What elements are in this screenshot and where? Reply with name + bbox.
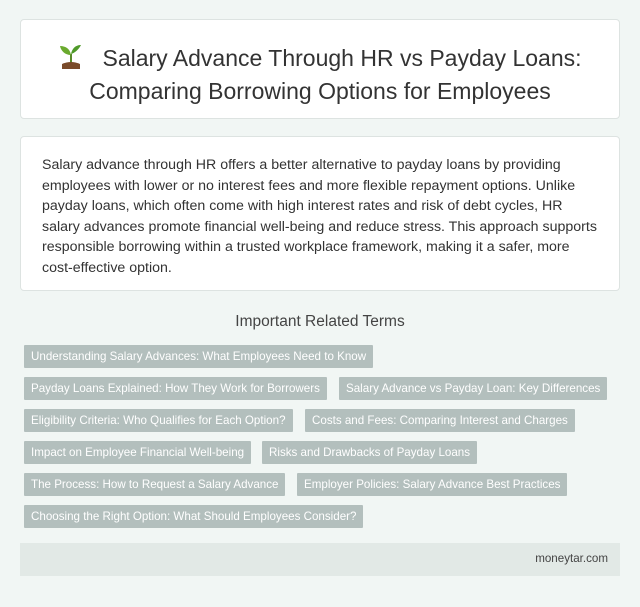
related-term-tag[interactable]: Understanding Salary Advances: What Employees Need to Know xyxy=(24,345,373,368)
summary-card xyxy=(20,136,620,291)
footer-site[interactable]: moneytar.com xyxy=(535,552,608,565)
related-term-tag[interactable]: Payday Loans Explained: How They Work for Borrowers xyxy=(24,377,327,400)
related-term-tag[interactable]: Salary Advance vs Payday Loan: Key Differences xyxy=(339,377,607,400)
related-term-tag[interactable]: Costs and Fees: Comparing Interest and Charges xyxy=(305,409,575,432)
related-term-tag[interactable]: Impact on Employee Financial Well-being xyxy=(24,441,251,464)
related-terms-heading: Important Related Terms xyxy=(235,313,405,330)
sprout-icon xyxy=(58,42,84,70)
title-line-1: Salary Advance Through HR vs Payday Loans: xyxy=(102,45,582,71)
summary-text: Salary advance through HR offers a better alternative to payday loans by providing employees with lower or no interest fees and more flexible repayment options. Unlike payday loans, which often come with high interest rates and risk of debt cycles, HR salary advances promote financial well-being and reduce stress. This approach supports responsible borrowing within a trusted workplace framework, making it a safer, more cost-effective option. xyxy=(42,157,597,276)
page-title xyxy=(21,42,619,108)
related-term-tag[interactable]: Eligibility Criteria: Who Qualifies for Each Option? xyxy=(24,409,293,432)
title-card xyxy=(20,19,620,119)
title-line-2: Comparing Borrowing Options for Employees xyxy=(89,78,551,104)
footer xyxy=(20,543,620,576)
related-term-tag[interactable]: Risks and Drawbacks of Payday Loans xyxy=(262,441,477,464)
related-term-tag[interactable]: Choosing the Right Option: What Should Employees Consider? xyxy=(24,505,363,528)
related-term-tag[interactable]: The Process: How to Request a Salary Advance xyxy=(24,473,285,496)
related-term-tag[interactable]: Employer Policies: Salary Advance Best Practices xyxy=(297,473,567,496)
